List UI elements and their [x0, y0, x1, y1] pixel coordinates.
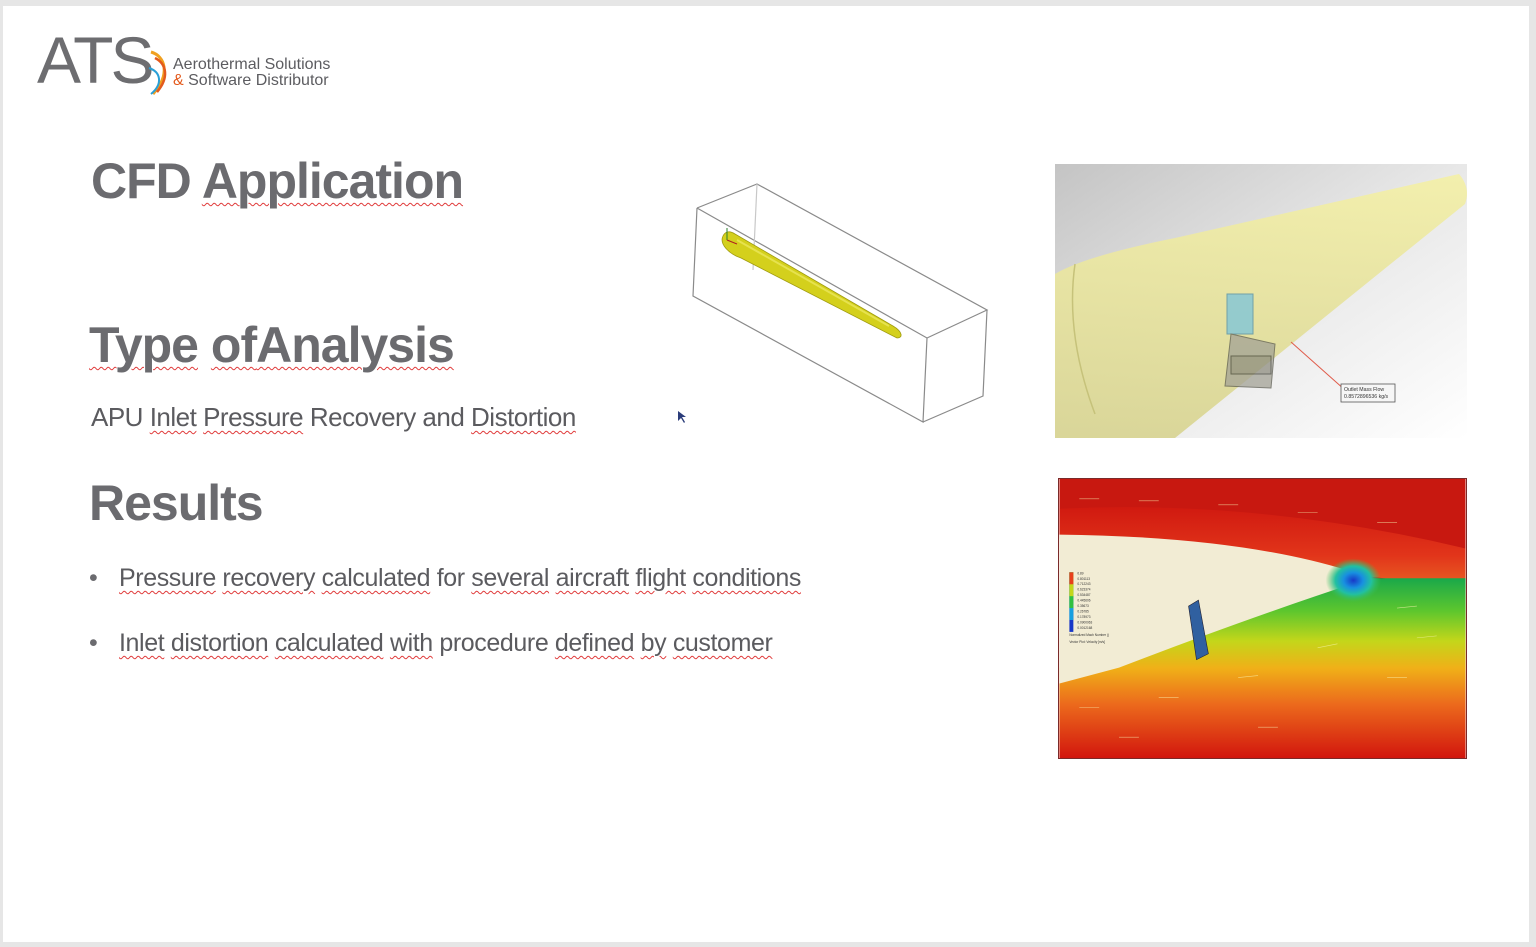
bullet-word: aircraft	[555, 564, 629, 592]
legend-subtitle: Vector Plot: Velocity [m/s]	[1069, 639, 1105, 644]
callout-value: 0.8572896536 kg/s	[1344, 394, 1389, 400]
bullet-word: calculated	[321, 564, 431, 592]
heading-cfd-word: CFD	[91, 153, 191, 209]
mach-contour-image	[1058, 478, 1467, 759]
analysis-type-text	[91, 402, 576, 433]
logo-tagline-2-text: Software Distributor	[183, 72, 329, 89]
legend-value: 0.534487	[1077, 593, 1091, 598]
bullet-word: flight	[635, 564, 686, 592]
slide	[3, 6, 1529, 942]
bullet-word: customer	[672, 629, 773, 657]
heading-analysis-word: Analysis	[256, 317, 454, 373]
legend-value: 0.712243	[1077, 582, 1091, 587]
bullet-word: with	[389, 629, 433, 657]
results-list-item	[89, 564, 801, 593]
legend-value: 0.0900963	[1077, 620, 1093, 625]
bullet-word: recovery	[222, 564, 316, 592]
bullet-word: by	[640, 629, 667, 657]
company-logo	[37, 22, 357, 102]
nacelle-inlet-image	[1055, 164, 1467, 438]
legend-value: 0.178973	[1077, 615, 1091, 620]
analysis-word-3: Pressure	[203, 402, 304, 432]
heading-of-word: of	[210, 317, 257, 373]
mouse-cursor-icon	[677, 410, 689, 424]
logo-ampersand: &	[173, 72, 184, 89]
analysis-word-5: Distortion	[471, 402, 576, 432]
callout-title: Outlet Mass Flow	[1344, 387, 1385, 393]
bullet-word: procedure	[439, 629, 549, 657]
bullet-word: Pressure	[119, 564, 216, 592]
bullet-word: conditions	[692, 564, 801, 592]
bullet-word: for	[436, 564, 465, 592]
legend-value: 0.445606	[1077, 598, 1091, 603]
legend-value: 0.89	[1077, 571, 1084, 576]
heading-type-of-analysis	[89, 316, 454, 374]
legend-value: 0.26785	[1077, 609, 1089, 614]
results-list	[89, 564, 801, 694]
logo-tagline-1: Aerothermal Solutions	[173, 56, 331, 73]
heading-application-word: Application	[201, 153, 464, 209]
legend-value: 0.801113	[1077, 576, 1091, 581]
heading-cfd-application	[91, 152, 463, 210]
analysis-word-4: Recovery and	[309, 402, 465, 432]
logo-mark: ATS	[37, 23, 152, 97]
logo-tagline-2	[173, 72, 329, 90]
legend-value: 0.0012168	[1077, 625, 1093, 630]
bullet-word: Inlet	[119, 629, 165, 657]
legend-title: Normalized Mach Number ()	[1069, 632, 1110, 637]
bullet-word: several	[471, 564, 550, 592]
analysis-word-1: APU	[91, 402, 143, 432]
analysis-word-2: Inlet	[149, 402, 197, 432]
cfd-domain-image	[689, 182, 989, 428]
heading-type-word: Type	[89, 317, 198, 373]
legend-value: 0.623374	[1077, 587, 1091, 592]
bullet-word: calculated	[274, 629, 384, 657]
logo-swoosh-icon	[145, 48, 175, 98]
bullet-word: distortion	[170, 629, 269, 657]
legend-value: 0.35673	[1077, 604, 1089, 609]
results-list-item	[89, 629, 801, 658]
heading-results: Results	[89, 475, 263, 531]
bullet-word: defined	[554, 629, 635, 657]
